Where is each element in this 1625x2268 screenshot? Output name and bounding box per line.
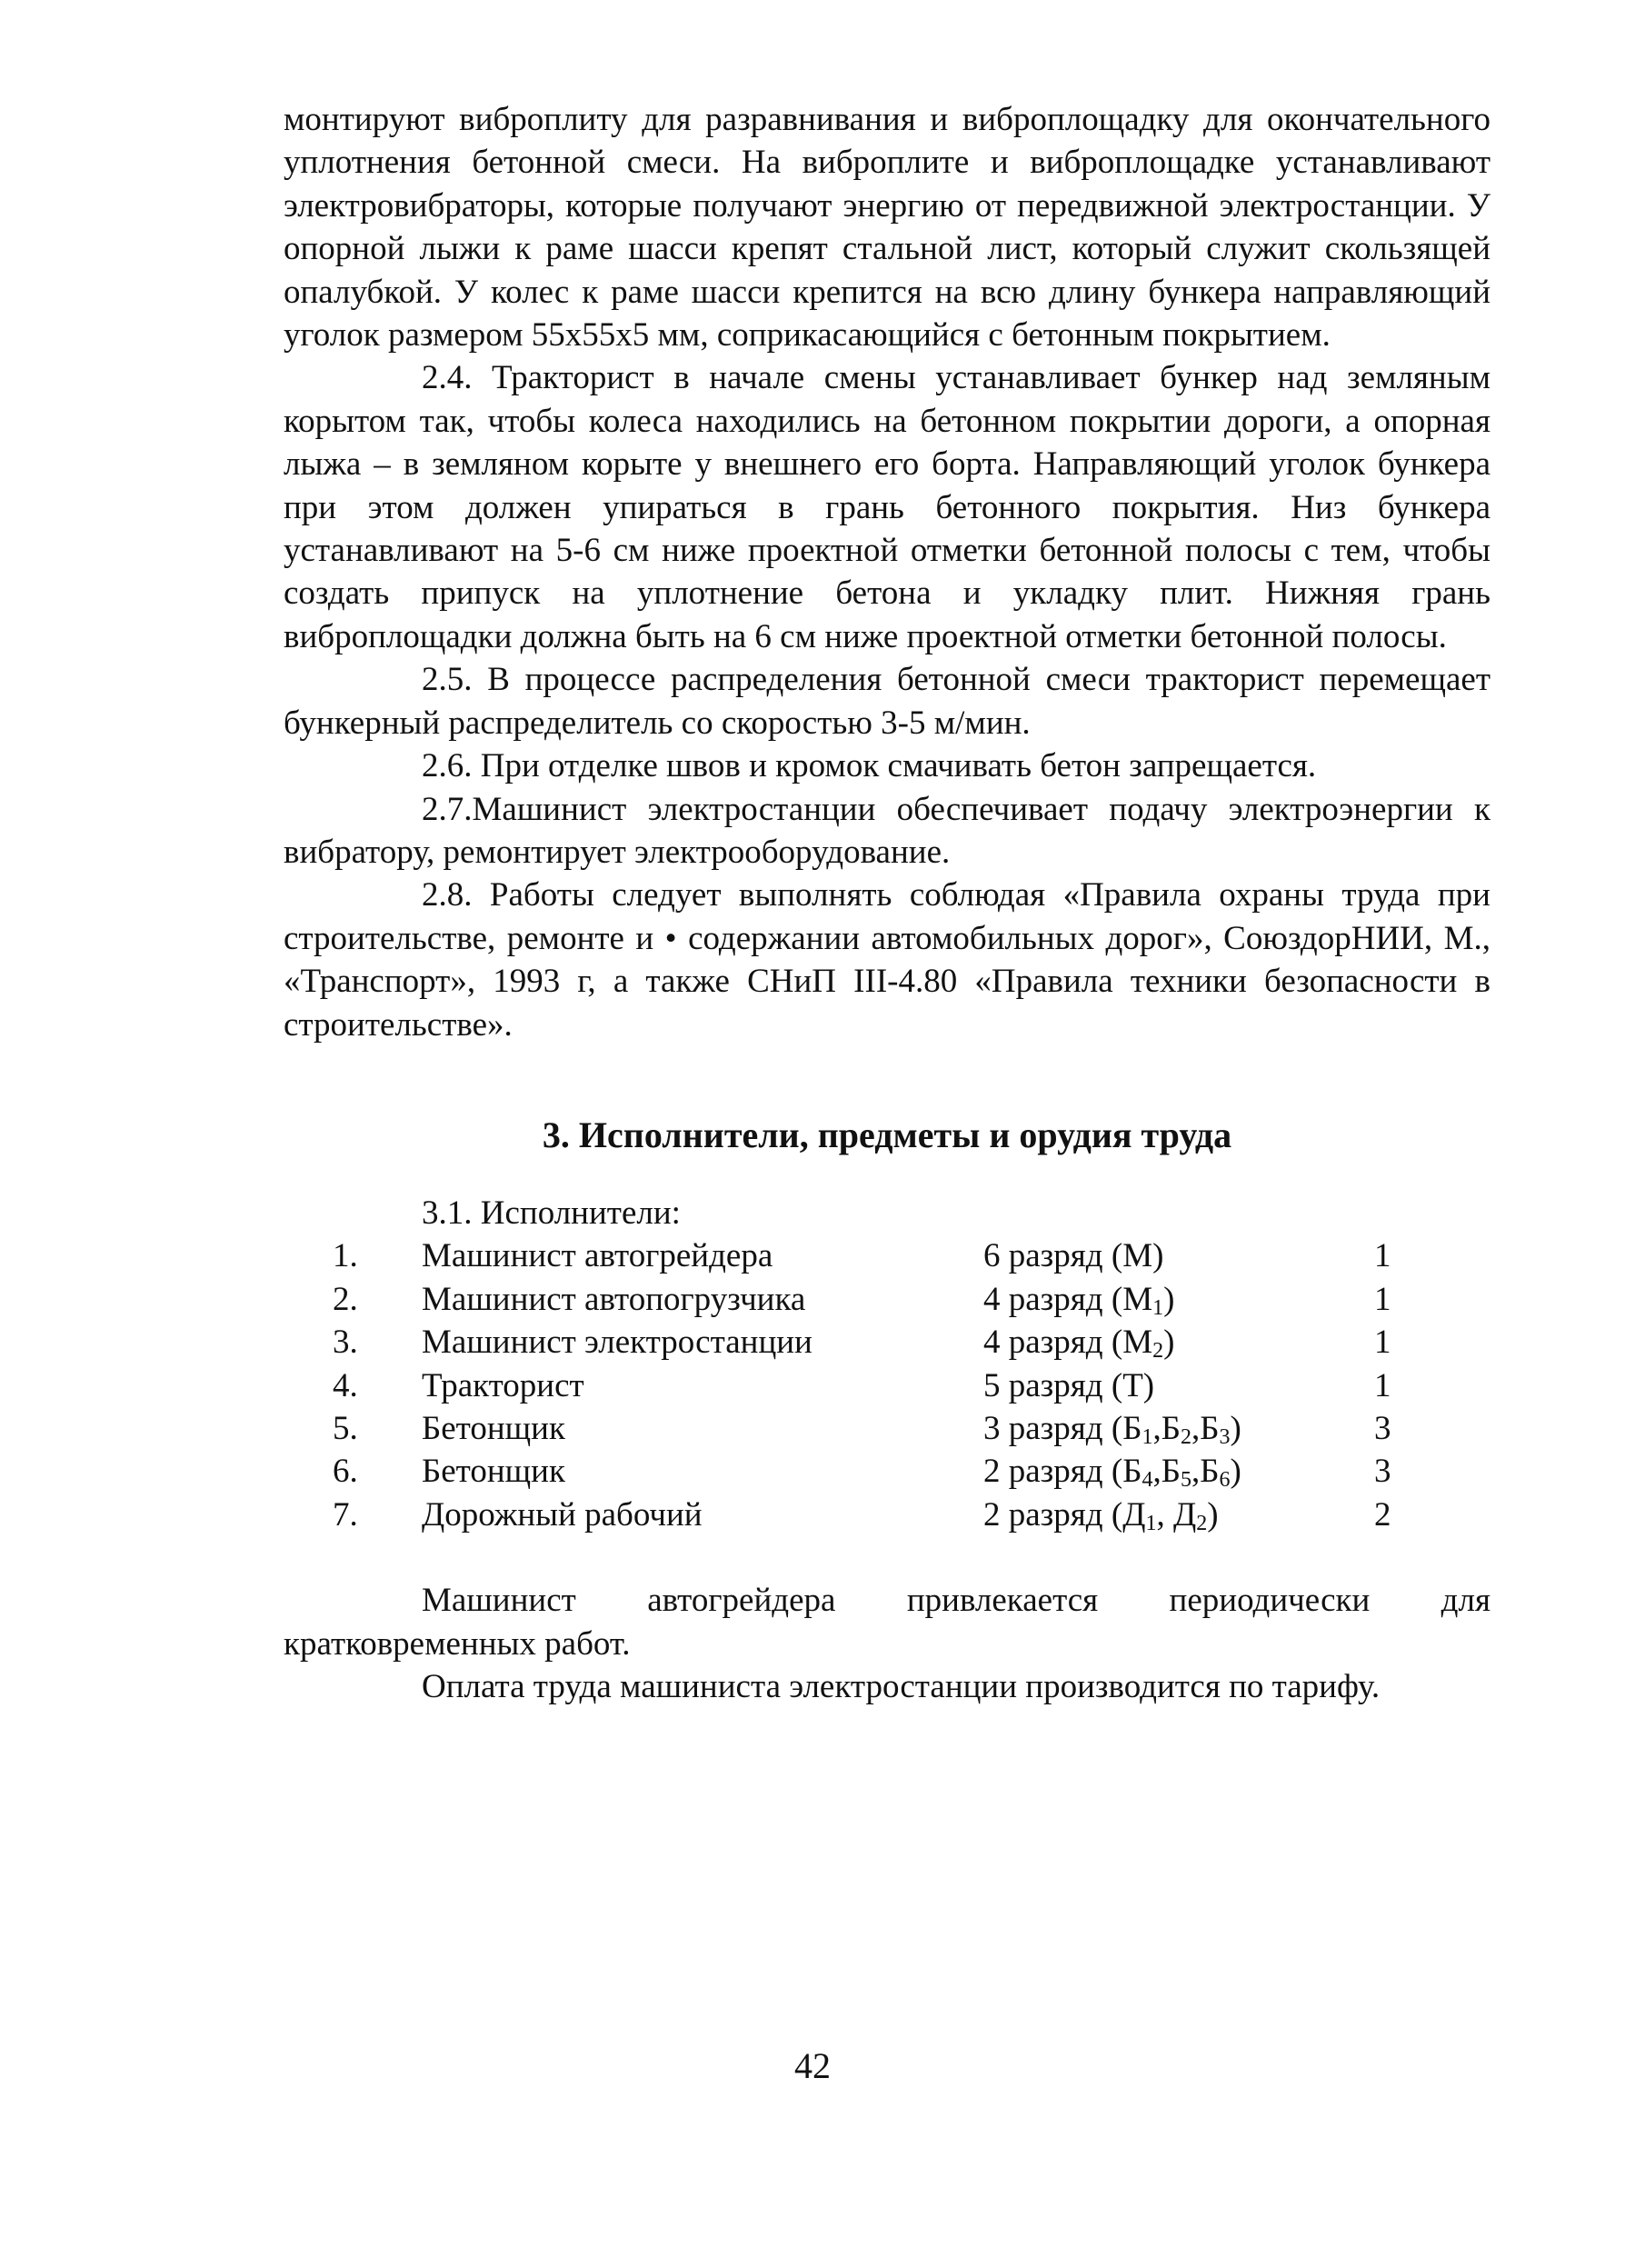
row-role: Бетонщик [422,1409,565,1447]
row-grade [983,1494,1374,1536]
row-count: 1 [1374,1280,1391,1318]
paragraph-2-5: 2.5. В процессе распределения бетонной смеси тракторист перемещает бункерный распределитель со скоростью 3-5 м/мин. [284,661,1490,742]
note-power-plant-operator: Оплата труда машиниста электростанции производится по тарифу. [422,1668,1381,1705]
grade-text: ) [1230,1453,1241,1491]
table-row [284,1278,1438,1321]
grade-subscript: 2 [1152,1339,1164,1364]
row-role: Машинист электростанции [422,1324,812,1362]
grade-text: ) [1207,1495,1219,1534]
grade-text: ,Б [1152,1409,1181,1447]
grade-subscript: 6 [1219,1468,1231,1493]
row-count: 1 [1374,1237,1391,1275]
table-row [284,1234,1438,1277]
table-row [284,1450,1438,1493]
paragraph-2-7: 2.7.Машинист электростанции обеспечивает подачу электроэнергии к вибратору, ремонтирует электрооборудование. [284,790,1490,871]
row-grade [983,1364,1374,1407]
row-role: Машинист автопогрузчика [422,1280,806,1318]
paragraph-2-8: 2.8. Работы следует выполнять соблюдая «Правила охраны труда при строительстве, ремонте и • содержании автомобильных дорог», СоюздорНИИ, М., «Транспорт», 1993 г, а также СНиП III-4.80 «Правила техники безопасности в строительстве». [284,876,1490,1044]
grade-text: ,Б [1191,1453,1220,1491]
row-role: Тракторист [422,1366,584,1404]
row-grade [983,1234,1374,1277]
row-role: Машинист автогрейдера [422,1237,773,1275]
row-number: 4. [333,1366,358,1404]
grade-subscript: 3 [1219,1424,1231,1449]
row-count: 2 [1374,1495,1391,1534]
paragraph-2-4: 2.4. Тракторист в начале смены устанавливает бункер над земляным корытом так, чтобы колеса находились на бетонном покрытии дороги, а опорная лыжа – в земляном корыте у внешнего его борта. Направляющий уголок бункера при этом должен упираться в грань бетонного покрытия. Низ бункера устанавливают на 5-6 см ниже проектной отметки бетонной полосы с тем, чтобы создать припуск на уплотнение бетона и укладку плит. Нижняя грань виброплощадки должна быть на 6 см ниже проектной отметки бетонной полосы. [284,359,1490,655]
grade-subscript: 1 [1145,1511,1157,1535]
row-number: 6. [333,1453,358,1491]
row-number: 2. [333,1280,358,1318]
row-number: 7. [333,1495,358,1534]
table-row [284,1494,1438,1536]
grade-text: 4 разряд (М [983,1280,1153,1318]
grade-text: 4 разряд (М [983,1324,1153,1362]
grade-text: ,Б [1152,1453,1181,1491]
grade-text: , Д [1156,1495,1197,1534]
table-row [284,1321,1438,1364]
paragraph-2-6: 2.6. При отделке швов и кромок смачивать бетон запрещается. [422,747,1317,785]
staff-table [284,1234,1438,1536]
grade-text: ) [1163,1280,1175,1318]
row-count: 3 [1374,1453,1391,1491]
grade-text: 5 разряд (Т) [983,1366,1155,1404]
grade-subscript: 1 [1152,1295,1164,1320]
row-grade [983,1407,1374,1450]
grade-text: 3 разряд (Б [983,1409,1142,1447]
row-number: 3. [333,1324,358,1362]
row-role: Бетонщик [422,1453,565,1491]
text-block [284,98,1490,1708]
row-number: 5. [333,1409,358,1447]
grade-text: 2 разряд (Б [983,1453,1142,1491]
grade-text: ) [1163,1324,1175,1362]
table-row [284,1407,1438,1450]
row-number: 1. [333,1237,358,1275]
row-grade [983,1321,1374,1364]
row-role: Дорожный рабочий [422,1495,703,1534]
grade-subscript: 1 [1141,1424,1153,1449]
grade-text: 6 разряд (М) [983,1237,1164,1275]
row-grade [983,1278,1374,1321]
table-row [284,1364,1438,1407]
subsection-heading: 3.1. Исполнители: [422,1194,681,1232]
paragraph-continuation: монтируют виброплиту для разравнивания и виброплощадку для окончательного уплотнения бетонной смеси. На виброплите и виброплощадке устанавливают электровибраторы, которые получают энергию от передвижной электростанции. У опорной лыжи к раме шасси крепят стальной лист, который служит скользящей опалубкой. У колес к раме шасси крепится на всю длину бункера направляющий уголок размером 55х55х5 мм, соприкасающийся с бетонным покрытием. [284,101,1490,355]
grade-text: ) [1230,1409,1241,1447]
staff-table-body [284,1234,1438,1536]
grade-subscript: 5 [1180,1468,1191,1493]
row-count: 3 [1374,1409,1391,1447]
row-grade [983,1450,1374,1493]
page-number: 42 [794,2045,831,2086]
row-count: 1 [1374,1366,1391,1404]
grade-text: ,Б [1191,1409,1220,1447]
section-heading: 3. Исполнители, предметы и орудия труда [542,1114,1232,1155]
grade-subscript: 4 [1141,1468,1153,1493]
grade-text: 2 разряд (Д [983,1495,1146,1534]
note-grader-operator: Машинист автогрейдера привлекается периодически для кратковременных работ. [284,1582,1490,1663]
row-count: 1 [1374,1324,1391,1362]
grade-subscript: 2 [1180,1424,1191,1449]
grade-subscript: 2 [1196,1511,1208,1535]
